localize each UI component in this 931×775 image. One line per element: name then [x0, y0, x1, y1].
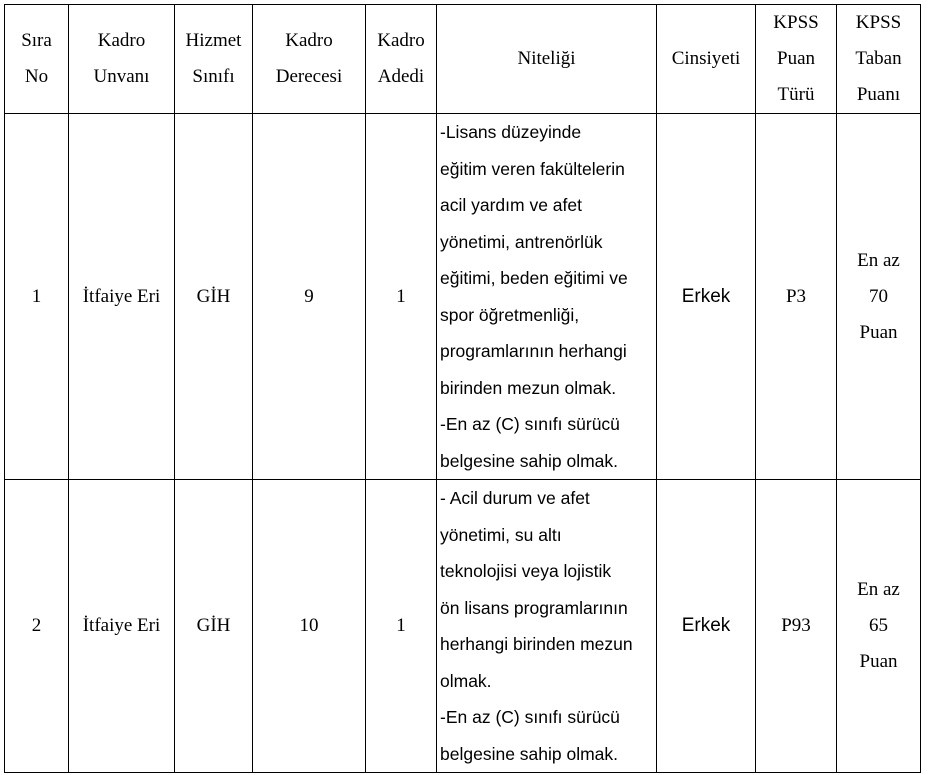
header-line: Adedi: [377, 66, 425, 87]
nitelik-line: programlarının herhangi: [440, 341, 627, 361]
cell-sira-no: 1: [5, 114, 69, 480]
cell-niteligi: [437, 480, 657, 773]
nitelik-line: yönetimi, su altı: [440, 524, 562, 545]
cell-kadro-derecesi: 9: [253, 114, 366, 480]
header-cinsiyeti: [657, 5, 756, 114]
cell-hizmet-sinifi: GİH: [175, 114, 253, 480]
nitelik-line: spor öğretmenliği,: [440, 304, 580, 325]
header-kpss-puan-turu: [756, 5, 837, 114]
header-line: Kadro: [97, 30, 146, 51]
taban-puan-line: 70: [869, 285, 888, 307]
header-niteligi: [437, 5, 657, 114]
cell-kadro-unvani: İtfaiye Eri: [69, 480, 175, 773]
header-line: Taban: [855, 48, 902, 69]
header-line: Kadro: [285, 30, 333, 51]
nitelik-line: - Acil durum ve afet: [440, 488, 590, 508]
taban-puan-line: 65: [869, 615, 888, 636]
header-line: Cinsiyeti: [671, 48, 741, 69]
table-row: [5, 114, 921, 480]
table-row: [5, 480, 921, 773]
header-line: Kadro: [377, 30, 425, 51]
cell-cinsiyeti: Erkek: [657, 480, 756, 773]
header-kadro-adedi: [366, 5, 437, 114]
header-kpss-taban-puani: [837, 5, 921, 114]
header-line: Hizmet: [185, 30, 242, 51]
taban-puan-line: En az: [857, 579, 900, 600]
header-line: KPSS: [773, 12, 819, 33]
header-line: Türü: [777, 84, 815, 105]
nitelik-line: acil yardım ve afet: [440, 195, 582, 215]
cell-kadro-adedi: 1: [366, 114, 437, 480]
nitelik-line: -En az (C) sınıfı sürücü: [440, 414, 620, 434]
header-line: No: [24, 66, 49, 87]
header-line: KPSS: [855, 12, 902, 33]
header-line: Unvanı: [93, 66, 150, 87]
nitelik-line: olmak.: [440, 670, 492, 691]
header-row: [5, 5, 921, 114]
header-line: Derecesi: [275, 66, 343, 87]
cell-kpss-puan-turu: P3: [756, 114, 837, 480]
cell-kadro-derecesi: 10: [253, 480, 366, 773]
nitelik-line: herhangi birinden mezun: [440, 634, 633, 654]
cell-kpss-puan-turu: P93: [756, 480, 837, 773]
cell-hizmet-sinifi: GİH: [175, 480, 253, 773]
kadro-table: [4, 4, 921, 773]
taban-puan-line: En az: [857, 249, 900, 271]
nitelik-line: eğitim veren fakültelerin: [440, 158, 625, 179]
nitelik-line: belgesine sahip olmak.: [440, 450, 619, 471]
nitelik-line: -En az (C) sınıfı sürücü: [440, 707, 620, 727]
taban-puan-line: Puan: [859, 651, 898, 672]
nitelik-line: yönetimi, antrenörlük: [440, 231, 603, 252]
header-line: Puan: [777, 48, 815, 69]
cell-sira-no: 2: [5, 480, 69, 773]
nitelik-line: eğitimi, beden eğitimi ve: [440, 268, 628, 288]
header-line: Puanı: [856, 84, 901, 105]
nitelik-line: -Lisans düzeyinde: [440, 122, 582, 142]
cell-cinsiyeti: Erkek: [657, 114, 756, 480]
cell-kpss-taban-puani: [837, 114, 921, 480]
taban-puan-line: Puan: [859, 321, 898, 343]
header-kadro-derecesi: [253, 5, 366, 114]
cell-kpss-taban-puani: [837, 480, 921, 773]
header-kadro-unvani: [69, 5, 175, 114]
cell-niteligi: [437, 114, 657, 480]
nitelik-line: teknolojisi veya lojistik: [440, 561, 612, 581]
header-line: Sınıfı: [192, 66, 235, 87]
header-hizmet-sinifi: [175, 5, 253, 114]
cell-kadro-unvani: İtfaiye Eri: [69, 114, 175, 480]
nitelik-line: birinden mezun olmak.: [440, 377, 617, 398]
nitelik-line: belgesine sahip olmak.: [440, 743, 619, 764]
header-line: Niteliği: [517, 48, 576, 69]
nitelik-line: ön lisans programlarının: [440, 597, 628, 618]
header-sira-no: [5, 5, 69, 114]
header-line: Sıra: [21, 30, 52, 51]
cell-kadro-adedi: 1: [366, 480, 437, 773]
